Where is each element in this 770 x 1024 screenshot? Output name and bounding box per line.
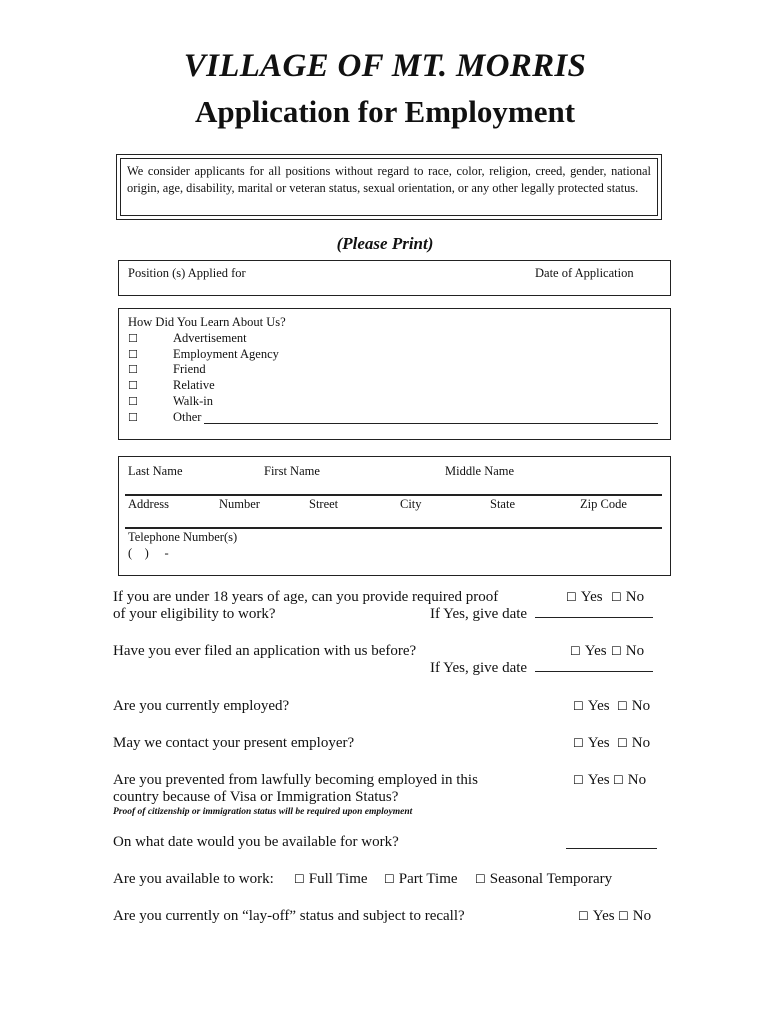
referral-option-label: Advertisement (173, 331, 247, 345)
state-field[interactable]: State (490, 497, 515, 511)
first-name-field[interactable]: First Name (264, 464, 320, 478)
middle-name-field[interactable]: Middle Name (445, 464, 515, 478)
lay-off-yes-option[interactable]: ☐ Yes (578, 908, 615, 924)
visa-no-option[interactable]: ☐ No (613, 772, 647, 788)
checkbox-icon[interactable]: ☐ (617, 699, 628, 713)
citizenship-proof-note: Proof of citizenship or immigration status will be required upon employment (113, 807, 413, 817)
part-time-option[interactable]: ☐ Part Time (384, 871, 458, 887)
checkbox-icon[interactable]: ☐ (566, 590, 577, 604)
referral-option-employment-agency[interactable] (128, 347, 279, 362)
filed-before-yes-option[interactable]: ☐ Yes (570, 643, 607, 659)
city-field[interactable]: City (400, 497, 422, 511)
question-under-18: If you are under 18 years of age, can you provide required proof (113, 589, 499, 605)
contact-info-box (118, 456, 671, 576)
referral-heading: How Did You Learn About Us? (128, 315, 286, 329)
checkbox-icon[interactable]: ☐ (578, 909, 589, 923)
date-of-application-field[interactable]: Date of Application (535, 266, 634, 280)
street-field[interactable]: Street (309, 497, 339, 511)
full-time-option[interactable]: ☐ Full Time (294, 871, 368, 887)
question-currently-employed: Are you currently employed? (113, 698, 290, 714)
address-field[interactable]: Address (128, 497, 169, 511)
question-visa-status: Are you prevented from lawfully becoming employed in this (113, 772, 478, 788)
filed-before-no-option[interactable]: ☐ No (611, 643, 645, 659)
checkbox-icon[interactable]: ☐ (294, 872, 305, 886)
checkbox-icon[interactable]: ☐ (618, 909, 629, 923)
zip-code-field[interactable]: Zip Code (580, 497, 627, 511)
checkbox-icon[interactable]: ☐ (573, 773, 584, 787)
checkbox-icon[interactable]: ☐ (128, 332, 138, 345)
referral-source-box (118, 308, 671, 440)
checkbox-icon[interactable]: ☐ (611, 644, 622, 658)
checkbox-icon[interactable]: ☐ (573, 736, 584, 750)
referral-option-label: Other (173, 410, 202, 424)
referral-option-friend[interactable] (128, 362, 206, 377)
question-filed-before: Have you ever filed an application with us before? (113, 643, 417, 659)
position-applied-for-field[interactable]: Position (s) Applied for (128, 266, 246, 280)
referral-option-walk-in[interactable] (128, 394, 213, 409)
referral-option-label: Relative (173, 378, 215, 392)
last-name-field[interactable]: Last Name (128, 464, 183, 478)
under-18-no-option[interactable]: ☐ No (611, 589, 645, 605)
checkbox-icon[interactable]: ☐ (128, 363, 138, 376)
number-field[interactable]: Number (219, 497, 260, 511)
organization-title: VILLAGE OF MT. MORRIS (183, 48, 587, 84)
referral-option-label: Friend (173, 362, 206, 376)
available-date-line[interactable] (566, 848, 657, 849)
checkbox-icon[interactable]: ☐ (128, 395, 138, 408)
address-divider (125, 527, 662, 529)
checkbox-icon[interactable]: ☐ (475, 872, 486, 886)
name-divider (125, 494, 662, 496)
position-box (118, 260, 671, 296)
under-18-yes-option[interactable]: ☐ Yes (566, 589, 603, 605)
under-18-date-field[interactable]: If Yes, give date (430, 606, 653, 623)
question-under-18-cont: of your eligibility to work? (113, 606, 276, 622)
contact-employer-no-option[interactable]: ☐ No (617, 735, 651, 751)
referral-option-other[interactable] (128, 410, 202, 425)
filed-before-date-field[interactable]: If Yes, give date (430, 660, 653, 677)
checkbox-icon[interactable]: ☐ (611, 590, 622, 604)
eeo-notice-text: We consider applicants for all positions without regard to race, color, religion, creed, gender, national origin, age, disability, marital or veteran status, sexual orientation, or any other legally protected status. (120, 158, 658, 216)
checkbox-icon[interactable]: ☐ (613, 773, 624, 787)
eeo-notice-box (116, 154, 662, 220)
phone-format: ( ) - (128, 546, 169, 560)
question-contact-employer: May we contact your present employer? (113, 735, 355, 751)
lay-off-no-option[interactable]: ☐ No (618, 908, 652, 924)
employed-no-option[interactable]: ☐ No (617, 698, 651, 714)
referral-option-label: Walk-in (173, 394, 213, 408)
question-availability-type: Are you available to work: (113, 871, 274, 887)
referral-option-relative[interactable] (128, 378, 215, 393)
checkbox-icon[interactable]: ☐ (128, 348, 138, 361)
contact-employer-yes-option[interactable]: ☐ Yes (573, 735, 610, 751)
checkbox-icon[interactable]: ☐ (570, 644, 581, 658)
seasonal-temporary-option[interactable]: ☐ Seasonal Temporary (475, 871, 613, 887)
checkbox-icon[interactable]: ☐ (573, 699, 584, 713)
checkbox-icon[interactable]: ☐ (128, 411, 138, 424)
employed-yes-option[interactable]: ☐ Yes (573, 698, 610, 714)
checkbox-icon[interactable]: ☐ (617, 736, 628, 750)
referral-option-label: Employment Agency (173, 347, 279, 361)
referral-option-advertisement[interactable] (128, 331, 247, 346)
question-visa-status-cont: country because of Visa or Immigration Status? (113, 789, 399, 805)
question-available-date: On what date would you be available for work? (113, 834, 399, 850)
other-source-line[interactable] (204, 423, 658, 424)
question-lay-off: Are you currently on “lay-off” status and subject to recall? (113, 908, 465, 924)
checkbox-icon[interactable]: ☐ (384, 872, 395, 886)
form-title: Application for Employment (194, 94, 576, 129)
please-print-label: (Please Print) (336, 234, 434, 253)
telephone-field[interactable]: Telephone Number(s) (128, 530, 238, 544)
visa-yes-option[interactable]: ☐ Yes (573, 772, 610, 788)
checkbox-icon[interactable]: ☐ (128, 379, 138, 392)
